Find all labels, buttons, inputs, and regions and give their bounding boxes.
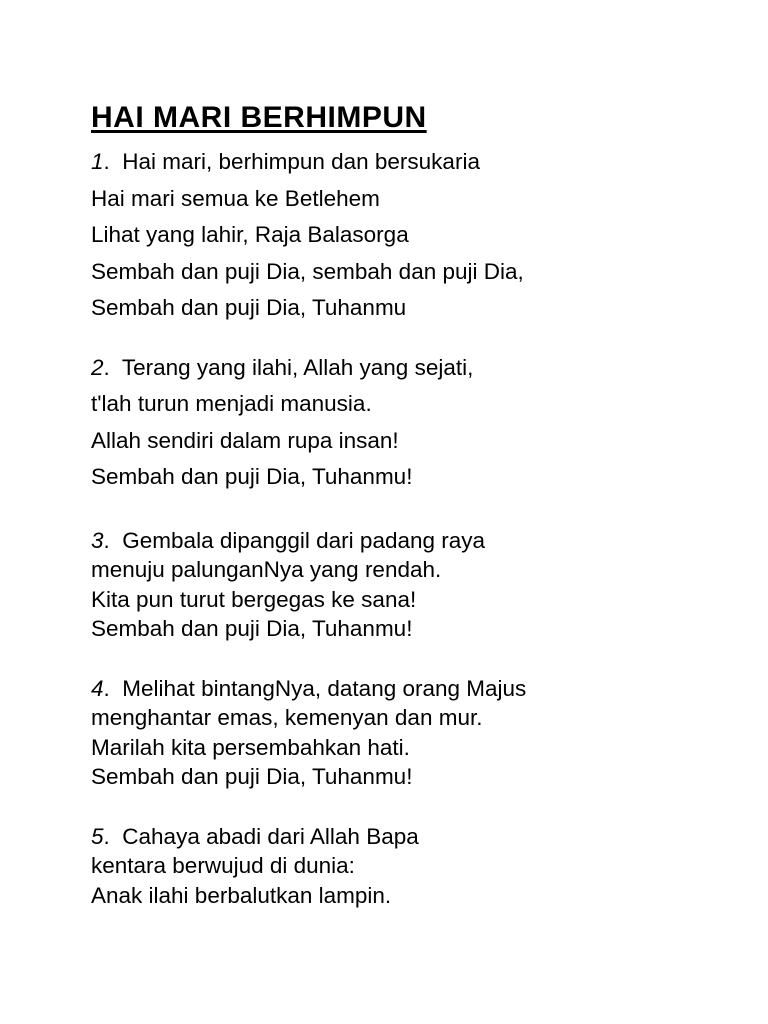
verse-line: 4. Melihat bintangNya, datang orang Majus bbox=[91, 675, 527, 701]
verse-line: Sembah dan puji Dia, sembah dan puji Dia, bbox=[91, 258, 524, 284]
verse-line: Sembah dan puji Dia, Tuhanmu! bbox=[91, 764, 413, 789]
verse-line: 5. Cahaya abadi dari Allah Bapa bbox=[91, 823, 419, 849]
verse-2 bbox=[91, 350, 751, 496]
verse-line: Marilah kita persembahkan hati. bbox=[91, 734, 410, 760]
verse-text: Melihat bintangNya, datang orang Majus bbox=[122, 675, 527, 701]
song-title: HAI MARI BERHIMPUN bbox=[91, 101, 427, 134]
verse-number: 1 bbox=[91, 149, 104, 174]
verse-line: 3. Gembala dipanggil dari padang raya bbox=[91, 527, 486, 553]
verse-1 bbox=[91, 144, 751, 327]
verse-4 bbox=[91, 674, 751, 792]
verse-number: 2 bbox=[91, 354, 104, 380]
verse-number: 3 bbox=[91, 527, 104, 553]
verse-text: Hai mari, berhimpun dan bersukaria bbox=[122, 149, 480, 174]
document-page bbox=[91, 98, 751, 910]
verse-line: menuju palunganNya yang rendah. bbox=[91, 557, 442, 582]
verse-line: Sembah dan puji Dia, Tuhanmu bbox=[91, 295, 407, 320]
verse-line: t'lah turun menjadi manusia. bbox=[91, 391, 372, 416]
verse-line: menghantar emas, kemenyan dan mur. bbox=[91, 705, 483, 730]
verse-line: Allah sendiri dalam rupa insan! bbox=[91, 427, 399, 453]
verse-line: 2. Terang yang ilahi, Allah yang sejati, bbox=[91, 354, 474, 380]
verse-text: Cahaya abadi dari Allah Bapa bbox=[122, 823, 419, 849]
verse-number: 5 bbox=[91, 823, 104, 849]
verse-line: Lihat yang lahir, Raja Balasorga bbox=[91, 222, 409, 247]
verse-number: 4 bbox=[91, 675, 104, 701]
verse-3 bbox=[91, 526, 751, 644]
verse-line: Kita pun turut bergegas ke sana! bbox=[91, 586, 417, 612]
verse-line: Sembah dan puji Dia, Tuhanmu! bbox=[91, 464, 413, 489]
verse-line: Sembah dan puji Dia, Tuhanmu! bbox=[91, 616, 413, 641]
verse-line: 1. Hai mari, berhimpun dan bersukaria bbox=[91, 149, 480, 174]
verse-text: Terang yang ilahi, Allah yang sejati, bbox=[121, 354, 474, 380]
verse-line: Anak ilahi berbalutkan lampin. bbox=[91, 882, 392, 908]
verse-line: kentara berwujud di dunia: bbox=[91, 853, 355, 878]
verse-line: Hai mari semua ke Betlehem bbox=[91, 185, 380, 211]
verse-5 bbox=[91, 822, 751, 911]
verse-text: Gembala dipanggil dari padang raya bbox=[122, 527, 486, 553]
